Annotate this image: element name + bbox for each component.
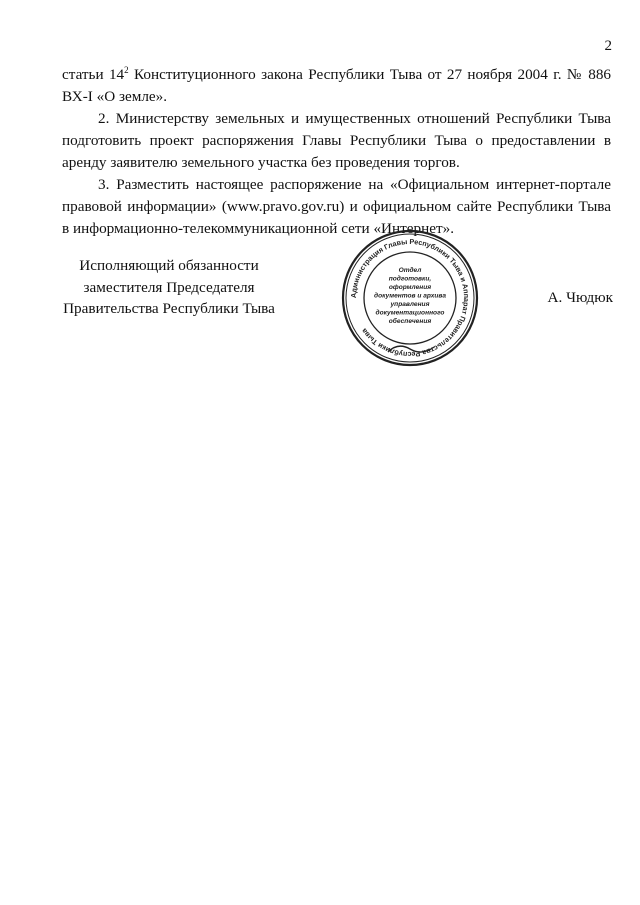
stamp-line-5: управления bbox=[390, 301, 430, 308]
official-stamp bbox=[340, 228, 480, 368]
stamp-ring-text: Администрация Главы Республики Тыва и Аппарат Правительства Республики Тыва bbox=[348, 236, 472, 360]
paragraph-1-text-cont: Конституционного закона Республики Тыва от 27 ноября 2004 г. № 886 ВХ-I «О земле». bbox=[62, 66, 612, 105]
position-line-3: Правительства Республики Тыва bbox=[63, 300, 275, 317]
paragraph-3: 3. Разместить настоящее распоряжение на «Официальном интернет-портале правовой информации» (www.pravo.gov.ru) и официальном сайте Республики Тыва в информационно-телекоммуникационной сети «Интернет». bbox=[62, 176, 611, 237]
stamp-line-1: Отдел bbox=[398, 267, 422, 274]
signatory-position bbox=[62, 255, 276, 320]
position-line-2: заместителя Председателя bbox=[83, 278, 255, 296]
stamp-line-3: оформления bbox=[388, 284, 432, 291]
stamp-line-7: обеспечения bbox=[388, 318, 432, 325]
article-superscript: 2 bbox=[124, 64, 129, 75]
paragraph-2: 2. Министерству земельных и имущественных отношений Республики Тыва подготовить проект распоряжения Главы Республики Тыва о предоставлении в аренду заявителю земельного участка без проведения торгов. bbox=[62, 110, 611, 171]
document-body bbox=[62, 64, 611, 240]
stamp-line-2: подготовки, bbox=[388, 275, 432, 283]
signer-name: А. Чюдюк bbox=[547, 289, 613, 306]
stamp-line-6: документационного bbox=[375, 309, 445, 317]
stamp-seal bbox=[340, 228, 480, 368]
page-number: 2 bbox=[604, 38, 612, 54]
stamp-line-4: документов и архива bbox=[374, 292, 446, 300]
paragraph-1 bbox=[62, 64, 611, 108]
position-line-1: Исполняющий обязанности bbox=[79, 257, 259, 274]
paragraph-1-text: статьи 14 bbox=[62, 66, 125, 83]
